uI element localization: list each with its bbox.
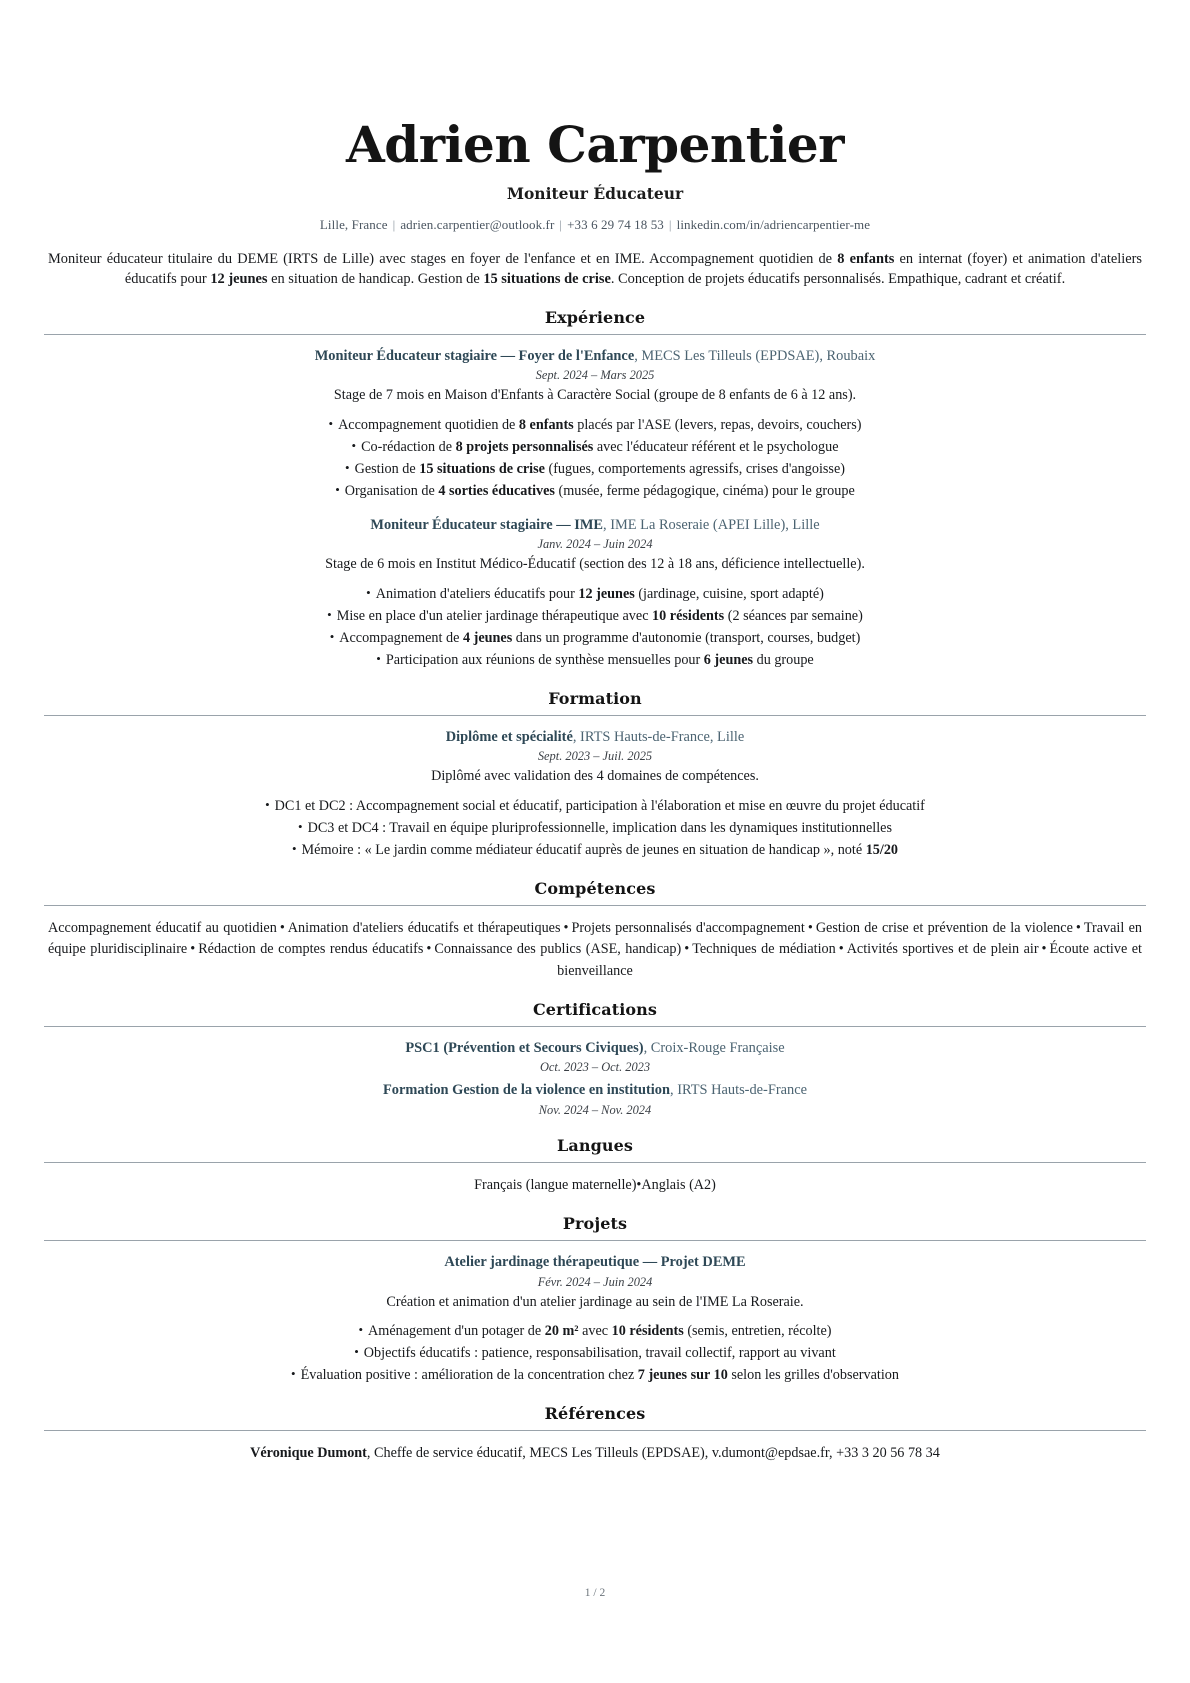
- bullet-text: (2 séances par semaine): [724, 607, 863, 624]
- bullet-highlight: 12 jeunes: [578, 585, 635, 602]
- entry-dates: Nov. 2024 – Nov. 2024: [538, 1102, 652, 1117]
- entry-description: Stage de 7 mois en Maison d'Enfants à Caractère Social (groupe de 8 enfants de 6 à 12 ans).: [333, 387, 857, 404]
- entry-title: Atelier jardinage thérapeutique — Projet DEME: [444, 1254, 746, 1271]
- entry-bullets: [44, 1320, 1146, 1386]
- page-number: 1 / 2: [584, 1587, 606, 1599]
- entry-heading: [44, 516, 1146, 535]
- bullet-text: (fugues, comportements agressifs, crises d'angoisse): [544, 460, 845, 477]
- section-divider: [44, 715, 1146, 716]
- skill-item: Travail en équipe pluridisciplinaire: [48, 920, 1143, 958]
- list-item: [44, 1364, 1146, 1386]
- section-langues: [44, 1136, 1146, 1196]
- certification-entry: [44, 1039, 1146, 1075]
- skill-separator: •: [684, 941, 690, 958]
- section-divider: [44, 1162, 1146, 1163]
- bullet-text: Mémoire : « Le jardin comme médiateur éducatif auprès de jeunes en situation de handicap », noté: [301, 842, 866, 858]
- bullet-text: du groupe: [753, 651, 814, 668]
- bullet-highlight: 4 sorties éducatives: [438, 482, 555, 499]
- bullet-text: dans un programme d'autonomie (transport, courses, budget): [512, 629, 861, 646]
- list-item: [44, 480, 1146, 502]
- entry-title: Moniteur Éducateur stagiaire — IME: [370, 516, 604, 533]
- skill-item: Projets personnalisés d'accompagnement: [571, 920, 805, 936]
- bullet-text: (musée, ferme pédagogique, cinéma) pour le groupe: [554, 482, 855, 499]
- summary-text: en internat (foyer) et animation d'ateliers éducatifs pour: [124, 251, 1142, 288]
- bullet-text: Objectifs éducatifs : patience, responsabilisation, travail collectif, rapport au vivant: [363, 1345, 836, 1362]
- section-title: Certifications: [532, 999, 658, 1019]
- bullet-text: DC3 et DC4 : Travail en équipe pluriprofessionnelle, implication dans les dynamiques institutionnelles: [307, 820, 892, 836]
- entry-bullets: [44, 583, 1146, 671]
- skill-item: Gestion de crise et prévention de la violence: [815, 920, 1073, 936]
- section-divider: [44, 334, 1146, 335]
- section-certifications: [44, 1000, 1146, 1118]
- section-competences: [44, 879, 1146, 982]
- contact-phone[interactable]: +33 6 29 74 18 53: [567, 217, 664, 232]
- bullet-text: (semis, entretien, récolte): [683, 1323, 832, 1340]
- section-divider: [44, 905, 1146, 906]
- bullet-highlight: 20 m²: [544, 1323, 579, 1340]
- skill-separator: •: [426, 941, 432, 958]
- skill-item: Rédaction de comptes rendus éducatifs: [198, 941, 424, 958]
- bullet-text: Organisation de: [344, 482, 439, 499]
- reference-name: Véronique Dumont: [250, 1445, 367, 1462]
- entry-dates: Sept. 2024 – Mars 2025: [535, 368, 655, 383]
- skill-separator: •: [563, 920, 569, 936]
- entry-description: Stage de 6 mois en Institut Médico-Éducatif (section des 12 à 18 ans, déficience intellectuelle).: [325, 556, 865, 573]
- list-item: [44, 795, 1146, 817]
- list-item: [44, 414, 1146, 436]
- bullet-text: placés par l'ASE (levers, repas, devoirs, couchers): [573, 416, 862, 433]
- summary-text: Moniteur éducateur titulaire du DEME (IRTS de Lille) avec stages en foyer de l'enfance et en IME. Accompagnement quotidien de: [48, 251, 838, 267]
- skill-separator: •: [279, 920, 285, 936]
- entry-heading: [44, 1039, 1146, 1058]
- bullet-highlight: 8 enfants: [518, 416, 574, 433]
- bullet-highlight: 15 situations de crise: [419, 460, 545, 477]
- list-item: [44, 583, 1146, 605]
- list-item: [44, 436, 1146, 458]
- skill-separator: •: [1075, 920, 1081, 936]
- bullet-text: Mise en place d'un atelier jardinage thérapeutique avec: [336, 607, 653, 624]
- bullet-text: avec l'éducateur référent et le psychologue: [593, 438, 839, 455]
- bullet-text: Animation d'ateliers éducatifs pour: [375, 585, 579, 602]
- entry-dates: Févr. 2024 – Juin 2024: [537, 1274, 653, 1289]
- bullet-highlight: 4 jeunes: [462, 629, 513, 646]
- contact-line: [44, 217, 1146, 233]
- entry-heading: [44, 728, 1146, 747]
- entry-heading: [44, 347, 1146, 366]
- section-divider: [44, 1240, 1146, 1241]
- summary-highlight: 15 situations de crise: [483, 271, 611, 288]
- entry-title: Moniteur Éducateur stagiaire — Foyer de l'Enfance: [314, 347, 635, 364]
- skill-separator: •: [190, 941, 196, 958]
- section-projets: [44, 1214, 1146, 1386]
- entry-organization: , IME La Roseraie (APEI Lille), Lille: [603, 516, 820, 533]
- list-item: [44, 1320, 1146, 1342]
- contact-separator: |: [559, 217, 563, 232]
- list-item: [44, 605, 1146, 627]
- section-experience: [44, 308, 1146, 671]
- entry-bullets: [44, 414, 1146, 502]
- bullet-text: avec: [578, 1323, 612, 1340]
- entry-title: PSC1 (Prévention et Secours Civiques): [405, 1039, 644, 1056]
- entry-dates: Sept. 2023 – Juil. 2025: [537, 749, 653, 764]
- bullet-text: Participation aux réunions de synthèse mensuelles pour: [385, 651, 704, 668]
- reference-details: , Cheffe de service éducatif, MECS Les Tilleuls (EPDSAE), v.dumont@epdsae.fr, +33 3 20 56 78 34: [366, 1445, 940, 1462]
- language-item: Français (langue maternelle): [474, 1176, 637, 1193]
- skill-item: Activités sportives et de plein air: [846, 941, 1039, 958]
- bullet-highlight: 10 résidents: [611, 1323, 684, 1340]
- bullet-text: Évaluation positive : amélioration de la concentration chez: [300, 1367, 638, 1384]
- reference-entry: [44, 1443, 1146, 1464]
- bullet-text: Accompagnement de: [339, 629, 463, 646]
- entry-organization: , IRTS Hauts-de-France: [670, 1082, 808, 1099]
- experience-entry: [44, 347, 1146, 502]
- list-item: [44, 817, 1146, 839]
- skill-separator: •: [1041, 941, 1047, 958]
- language-separator: •: [636, 1176, 642, 1193]
- entry-description: Création et animation d'un atelier jardinage au sein de l'IME La Roseraie.: [386, 1293, 804, 1310]
- contact-linkedin[interactable]: linkedin.com/in/adriencarpentier-me: [676, 217, 871, 232]
- skill-separator: •: [807, 920, 813, 936]
- section-title: Langues: [557, 1135, 633, 1155]
- bullet-highlight: 15/20: [865, 842, 899, 858]
- section-title: Compétences: [534, 879, 656, 898]
- contact-separator: |: [668, 217, 672, 232]
- entry-description: Diplômé avec validation des 4 domaines de compétences.: [431, 768, 759, 785]
- bullet-highlight: 7 jeunes sur 10: [637, 1367, 728, 1384]
- entry-title: Diplôme et spécialité: [445, 728, 573, 745]
- skill-separator: •: [838, 941, 844, 958]
- entry-bullets: [44, 795, 1146, 861]
- skill-item: Connaissance des publics (ASE, handicap): [434, 941, 682, 958]
- language-item: Anglais (A2): [641, 1176, 716, 1193]
- entry-dates: Janv. 2024 – Juin 2024: [537, 537, 653, 552]
- bullet-text: Co-rédaction de: [361, 438, 456, 455]
- list-item: [44, 839, 1146, 861]
- languages-list: [44, 1175, 1146, 1196]
- section-divider: [44, 1430, 1146, 1431]
- professional-summary: [44, 249, 1146, 290]
- list-item: [44, 458, 1146, 480]
- summary-text: . Conception de projets éducatifs personnalisés. Empathique, cadrant et créatif.: [610, 271, 1066, 288]
- experience-entry: [44, 516, 1146, 671]
- certification-entry: [44, 1081, 1146, 1117]
- summary-highlight: 8 enfants: [837, 251, 895, 267]
- skill-item: Écoute active et bienveillance: [557, 941, 1142, 979]
- entry-organization: , IRTS Hauts-de-France, Lille: [572, 728, 745, 745]
- skills-list: [44, 918, 1146, 982]
- entry-heading: [44, 1253, 1146, 1272]
- contact-location: Lille, France: [319, 217, 388, 232]
- section-title: Projets: [562, 1214, 628, 1234]
- contact-email[interactable]: adrien.carpentier@outlook.fr: [400, 217, 555, 232]
- bullet-highlight: 8 projets personnalisés: [455, 438, 594, 455]
- formation-entry: [44, 728, 1146, 861]
- entry-title: Formation Gestion de la violence en institution: [382, 1082, 670, 1099]
- bullet-text: Gestion de: [354, 460, 420, 477]
- bullet-text: DC1 et DC2 : Accompagnement social et éducatif, participation à l'élaboration et mise en œuvre du projet éducatif: [274, 798, 925, 814]
- contact-separator: |: [392, 217, 396, 232]
- skill-item: Techniques de médiation: [692, 941, 836, 958]
- section-title: Formation: [548, 688, 642, 708]
- project-entry: [44, 1253, 1146, 1386]
- list-item: [44, 1342, 1146, 1364]
- bullet-text: selon les grilles d'observation: [727, 1367, 899, 1384]
- section-title: Expérience: [544, 307, 646, 327]
- bullet-text: Aménagement d'un potager de: [368, 1323, 545, 1340]
- section-formation: [44, 689, 1146, 861]
- list-item: [44, 627, 1146, 649]
- candidate-name: Adrien Carpentier: [345, 115, 845, 174]
- entry-dates: Oct. 2023 – Oct. 2023: [539, 1060, 651, 1075]
- page-footer: [0, 1587, 1190, 1599]
- section-divider: [44, 1026, 1146, 1027]
- entry-heading: [44, 1081, 1146, 1100]
- bullet-text: Accompagnement quotidien de: [338, 416, 519, 433]
- candidate-headline: Moniteur Éducateur: [506, 184, 684, 203]
- bullet-text: (jardinage, cuisine, sport adapté): [634, 585, 824, 602]
- bullet-highlight: 10 résidents: [652, 607, 725, 624]
- section-references: [44, 1404, 1146, 1464]
- skill-item: Accompagnement éducatif au quotidien: [48, 920, 277, 936]
- section-title: Références: [544, 1404, 646, 1424]
- summary-text: en situation de handicap. Gestion de: [267, 271, 484, 288]
- skill-item: Animation d'ateliers éducatifs et thérapeutiques: [287, 920, 561, 936]
- entry-organization: , Croix-Rouge Française: [643, 1039, 785, 1056]
- summary-highlight: 12 jeunes: [210, 271, 268, 288]
- bullet-highlight: 6 jeunes: [703, 651, 754, 668]
- list-item: [44, 649, 1146, 671]
- entry-organization: , MECS Les Tilleuls (EPDSAE), Roubaix: [634, 347, 876, 364]
